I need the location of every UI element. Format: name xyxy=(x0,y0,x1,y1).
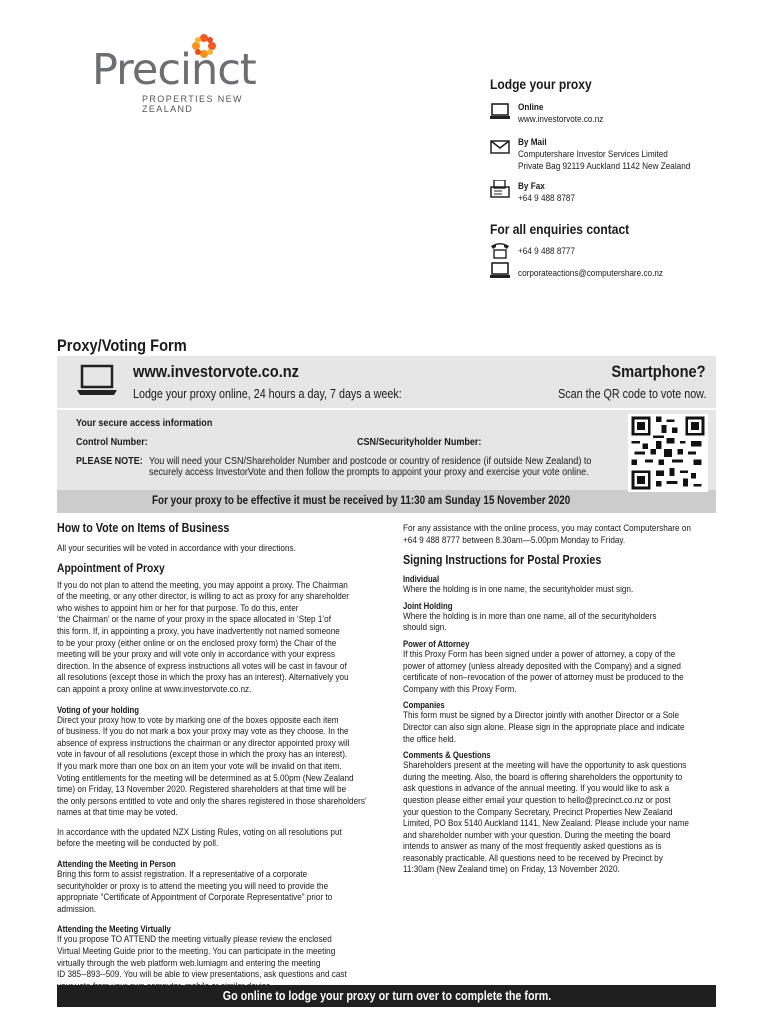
text-line: Director can also sign alone. Please sign in the appropriate place and indicate xyxy=(403,721,685,733)
text-line: Where the holding is in more than one name, all of the securityholders xyxy=(403,610,657,622)
text-line: ID 385--893--509. You will be able to view presentations, ask questions and cast xyxy=(57,969,347,981)
text-line: Limited, PO Box 5140 Auckland 1141, New Zealand. Please include your name xyxy=(403,818,689,830)
attend-person-heading: Attending the Meeting in Person xyxy=(57,859,176,870)
laptop-icon xyxy=(77,364,117,398)
poa-heading: Power of Attorney xyxy=(403,638,470,649)
fax-number: +64 9 488 8787 xyxy=(518,193,576,204)
text-line: before the meeting will be conducted by poll. xyxy=(57,838,219,850)
text-line: Company with this Proxy Form. xyxy=(403,683,517,695)
attend-virtual-text xyxy=(57,934,417,992)
right-column xyxy=(403,523,716,876)
text-line: meeting will be your proxy and will vote only in accordance with your express xyxy=(57,649,335,661)
text-line: If you propose TO ATTEND the meeting virtually please review the enclosed xyxy=(57,934,332,946)
text-line: this form. If, in appointing a proxy, you have inadvertently not named someone xyxy=(57,625,340,637)
mail-line2: Private Bag 92119 Auckland 1142 New Zealand xyxy=(518,161,691,172)
appointment-text xyxy=(57,580,417,696)
text-line: For any assistance with the online process, you may contact Computershare on xyxy=(403,523,691,534)
text-line: should sign. xyxy=(403,622,447,634)
text-line: time) on Friday, 13 November 2020. Registered shareholders at that time will be xyxy=(57,784,347,796)
qr-code[interactable] xyxy=(628,414,708,492)
online-url[interactable]: www.investorvote.co.nz xyxy=(518,114,604,125)
logo-wordmark: Precinct xyxy=(92,45,256,95)
text-line: power of attorney (unless already deposited with the Company) and a signed xyxy=(403,660,681,672)
how-to-vote-intro: All your securities will be voted in accordance with your directions. xyxy=(57,543,296,554)
text-line: 11:30am (New Zealand time) on Friday, 13 November 2020. xyxy=(403,864,620,876)
assist-text xyxy=(403,523,716,546)
logo-tagline: PROPERTIES NEW ZEALAND xyxy=(142,94,243,114)
enquiries-phone: +64 9 488 8777 xyxy=(518,246,576,257)
enquiries-email[interactable]: corporateactions@computershare.co.nz xyxy=(518,268,663,279)
text-line: the only persons entitled to vote and only the shares registered in those shareholders’ xyxy=(57,795,367,807)
comments-heading: Comments & Questions xyxy=(403,750,491,761)
text-line: of business. If you do not mark a box your proxy may vote as they choose. In the xyxy=(57,726,349,738)
text-line: If you mark more than one box on an item your vote will be invalid on that item. xyxy=(57,760,342,772)
computer-icon xyxy=(490,262,510,280)
note-label: PLEASE NOTE: xyxy=(76,455,143,467)
text-line: Direct your proxy how to vote by marking one of the boxes opposite each item xyxy=(57,714,339,726)
text-line: securityholder or proxy is to attend the meeting you will need to provide the xyxy=(57,880,329,892)
access-heading: Your secure access information xyxy=(76,417,213,429)
text-line: virtually through the web platform web.lumiagm and entering the meeting xyxy=(57,957,321,969)
csn-label: CSN/Securityholder Number: xyxy=(357,436,482,448)
text-line: ask questions in advance of the annual meeting. If you would like to ask a xyxy=(403,783,670,795)
text-line: If you do not plan to attend the meeting, you may appoint a proxy. The Chairman xyxy=(57,579,348,591)
fax-label: By Fax xyxy=(518,181,545,192)
signing-heading: Signing Instructions for Postal Proxies xyxy=(403,553,602,568)
enquiries-heading: For all enquiries contact xyxy=(490,221,630,237)
text-line: Virtual Meeting Guide prior to the meeting. You can participate in the meeting xyxy=(57,946,336,958)
text-line: absence of express instructions the chairman or any director appointed proxy will xyxy=(57,737,350,749)
fax-icon xyxy=(490,180,510,198)
text-line: all resolutions (except those in which the proxy has an interest). Alternatively you xyxy=(57,672,349,684)
how-to-vote-heading: How to Vote on Items of Business xyxy=(57,521,230,535)
text-line: Bring this form to assist registration. If a representative of a corporate xyxy=(57,869,308,881)
text-line: appropriate “Certificate of Appointment of Corporate Representative” prior to xyxy=(57,892,333,904)
text-line: certificate of non–revocation of the power of attorney must be produced to the xyxy=(403,672,684,684)
deadline-bar xyxy=(57,490,716,513)
text-line: to be your proxy (either online or on the enclosed proxy form) the Chair of the xyxy=(57,637,337,649)
text-line: during the meeting. Also, the board is offering shareholders the opportunity to xyxy=(403,771,683,783)
individual-heading: Individual xyxy=(403,574,440,585)
joint-heading: Joint Holding xyxy=(403,600,453,611)
mail-icon xyxy=(490,138,510,156)
deadline-text: For your proxy to be effective it must be received by 11:30 am Sunday 15 November 2020 xyxy=(152,495,571,507)
text-line: Where the holding is in one name, the securityholder must sign. xyxy=(403,584,634,596)
text-line: of the meeting, or any other director, is willing to act as proxy for any shareholder xyxy=(57,591,350,603)
mail-label: By Mail xyxy=(518,137,547,148)
text-line: In accordance with the updated NZX Listing Rules, voting on all resolutions put xyxy=(57,826,342,838)
text-line: If this Proxy Form has been signed under a power of attorney, a copy of the xyxy=(403,648,676,660)
text-line: admission. xyxy=(57,903,97,915)
footer-text: Go online to lodge your proxy or turn over to complete the form. xyxy=(222,989,551,1003)
lodge-heading: Lodge your proxy xyxy=(490,76,592,92)
appointment-heading: Appointment of Proxy xyxy=(57,560,165,575)
note-line2: securely access InvestorVote and then follow the prompts to appoint your proxy and exercise your vote online. xyxy=(149,466,589,478)
left-column xyxy=(57,521,417,992)
online-label: Online xyxy=(518,102,544,113)
text-line: your question to the Company Secretary, Precinct Properties New Zealand xyxy=(403,806,673,818)
logo xyxy=(92,33,292,114)
control-number-label: Control Number: xyxy=(76,436,148,448)
text-line: direction. In the absence of express instructions all votes will be cast in favour of xyxy=(57,660,347,672)
footer-banner xyxy=(57,985,716,1007)
banner-desc: Lodge your proxy online, 24 hours a day, 7 days a week: xyxy=(133,387,402,401)
text-line: reasonably practicable. All questions need to be received by Precinct by xyxy=(403,852,663,864)
text-line: Shareholders present at the meeting will have the opportunity to ask questions xyxy=(403,760,687,772)
text-line: and shareholder number with your question. During the meeting the board xyxy=(403,829,671,841)
text-line: +64 9 488 8777 between 8.30am—5.00pm Monday to Friday. xyxy=(403,534,626,546)
smartphone-desc: Scan the QR code to vote now. xyxy=(557,387,706,401)
banner-url[interactable]: www.investorvote.co.nz xyxy=(133,362,300,381)
text-line: Voting entitlements for the meeting will be determined as at 5.00pm (New Zealand xyxy=(57,772,354,784)
text-line: vote in favour of all resolutions (except those in which the proxy has an interest). xyxy=(57,749,348,761)
companies-heading: Companies xyxy=(403,700,445,711)
online-banner xyxy=(57,356,716,408)
text-line: the office held. xyxy=(403,733,456,745)
text-line: who wishes to appoint him or her for that purpose. To do this, enter xyxy=(57,602,299,614)
phone-icon xyxy=(490,241,510,259)
attend-virtual-heading: Attending the Meeting Virtually xyxy=(57,924,171,935)
text-line: names at that time may be voted. xyxy=(57,807,178,819)
attend-person-text xyxy=(57,869,417,915)
mail-line1: Computershare Investor Services Limited xyxy=(518,149,668,160)
note-line1: You will need your CSN/Shareholder Number and postcode or country of residence (if outside New Zealand) to xyxy=(149,455,592,467)
text-line: This form must be signed by a Director jointly with another Director or a Sole xyxy=(403,710,680,722)
voting-text xyxy=(57,715,417,819)
text-line: can appoint a proxy online at www.investorvote.co.nz. xyxy=(57,683,252,695)
voting-heading: Voting of your holding xyxy=(57,704,139,715)
computer-icon xyxy=(490,103,510,121)
access-box xyxy=(57,410,716,513)
text-line: ‘the Chairman’ or the name of your proxy in the space allocated in ‘Step 1’of xyxy=(57,614,332,626)
text-line: question please either email your question to hello@precinct.co.nz or post xyxy=(403,794,671,806)
smartphone-title: Smartphone? xyxy=(611,362,706,381)
form-title: Proxy/Voting Form xyxy=(57,336,187,355)
nzx-text xyxy=(57,827,417,850)
text-line: intends to answer as many of the most frequently asked questions as is xyxy=(403,841,662,853)
